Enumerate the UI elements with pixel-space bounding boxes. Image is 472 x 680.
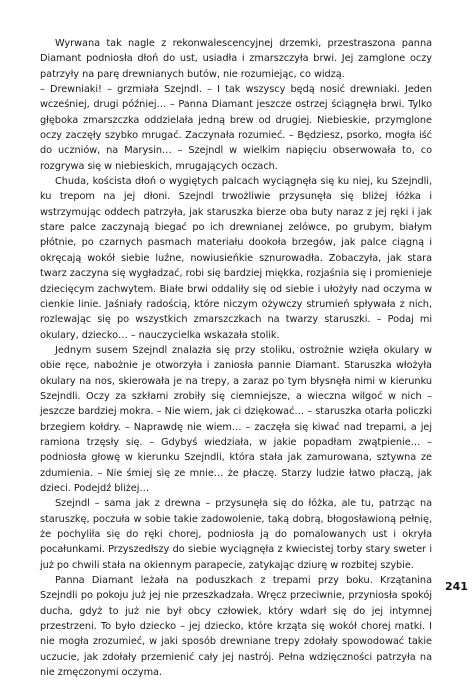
paragraph: Jednym susem Szejndl znalazła się przy stoliku, ostrożnie wzięła okulary w obie ręce, nabożnie je otworzyła i zaniosła pannie Diamant. Staruszka włożyła okulary na nos, skierowała je na trepy, a zaraz po tym błysnęła nimi w kierunku Szejndli. Oczy za szkłami zrobiły się ciemniejsze, a wieczna wilgoć w nich – jeszcze bardziej mokra. – Nie wiem, jak ci dziękować… – staruszka otarła policzki brzegiem kołdry. – Naprawdę nie wiem… – zaczęła się kiwać nad trepami, a jej ramiona trzęsły się. – Gdybyś wiedziała, w jakie popadłam zwątpienie… – podniosła głowę w kierunku Szejndli, która stała jak zamurowana, sztywna ze zdumienia. – Nie śmiej się ze mnie… że płaczę. Starzy ludzie łatwo płaczą, jak dzieci. Podejdź bliżej… — [40, 344, 432, 494]
paragraph: – Drewniaki! – grzmiała Szejndl. – I tak wszyscy będą nosić drewniaki. Jeden wcześniej, drugi później… – Panna Diamant jeszcze ostrzej ściągnęła brwi. Tylko głęboka zmarszczka oddzielała jedną brew od drugiej. Niebieskie, przymglone oczy zaczęły szybko mrugać. Zaczynała rozumieć. – Będziesz, psorko, mogła iść do uczniów, na Marysin… – Szejndl w wielkim napięciu obserwowała to, co rozgrywa się w niebieskich, mrugających oczach. — [40, 84, 432, 172]
paragraph: Wyrwana tak nagle z rekonwalescencyjnej drzemki, przestraszona panna Diamant podniosła dłoń do ust, usiadła i zmarszczyła brwi. Jej zamglone oczy patrzyły na parę drewnianych butów, nie rozumiejąc, co widzą. — [40, 38, 432, 80]
page-number: 241 — [445, 580, 468, 593]
paragraph: Panna Diamant leżała na poduszkach z trepami przy boku. Krzątanina Szejndli po pokoju już jej nie przeszkadzała. Wręcz przeciwnie, przyniosła spokój ducha, gdyż to już nie był obcy człowiek, który wdarł się do jej intymnej przestrzeni. To było dziecko – jej dziecko, które krząta się wokół chorej matki. I nie mogła zrozumieć, w jaki sposób drewniane trepy zdołały spowodować takie uczucie, jak zdołały przemienić cały jej nastrój. Pełna wdzięczności patrzyła na nie zmęczonymi oczyma. — [40, 575, 432, 679]
paragraph: Szejndl – sama jak z drewna – przysunęła się do łóżka, ale tu, patrząc na staruszkę, poczuła w sobie takie zadowolenie, taką dobrą, błogosławioną pełnię, że pochyliła się do ręki chorej, podniosła ją do pomalowanych ust i okryła pocałunkami. Przyszedłszy do siebie wyciągnęła z kwiecistej torby stary sweter i już po chwili stała na okiennym parapecie, zatykając dziurę w rozbitej szybie. — [40, 498, 432, 571]
book-page — [40, 36, 432, 679]
paragraph: Chuda, koścista dłoń o wygiętych palcach wyciągnęła się ku niej, ku Szejndli, ku trepom na jej dłoni. Szejndl trwożliwie przysunęła się bliżej łóżka i wstrzymując oddech patrzyła, jak staruszka bierze oba buty naraz z jej ręki i jak stare palce zaczynają biegać po ich drewnianej zelówce, po grubym, białym płótnie, po czarnych pasmach materiału dookoła brzegów, jak palce ciągną i okręcają wokół siebie luźne, nowiusieńkie sznurowadła. Zobaczyła, jak stara twarz zaczyna się wygładzać, robi się bardziej miękka, rozjaśnia się i promienieje dziecięcym zachwytem. Białe brwi oddaliły się od siebie i ułożyły nad oczyma w cienkie linie. Jaśniały radością, które niczym ożywczy strumień spływała z nich, rozlewając się po wszystkich zmarszczkach na twarzy staruszki. – Podaj mi okulary, dziecko… – nauczycielka wskazała stolik. — [40, 176, 432, 341]
